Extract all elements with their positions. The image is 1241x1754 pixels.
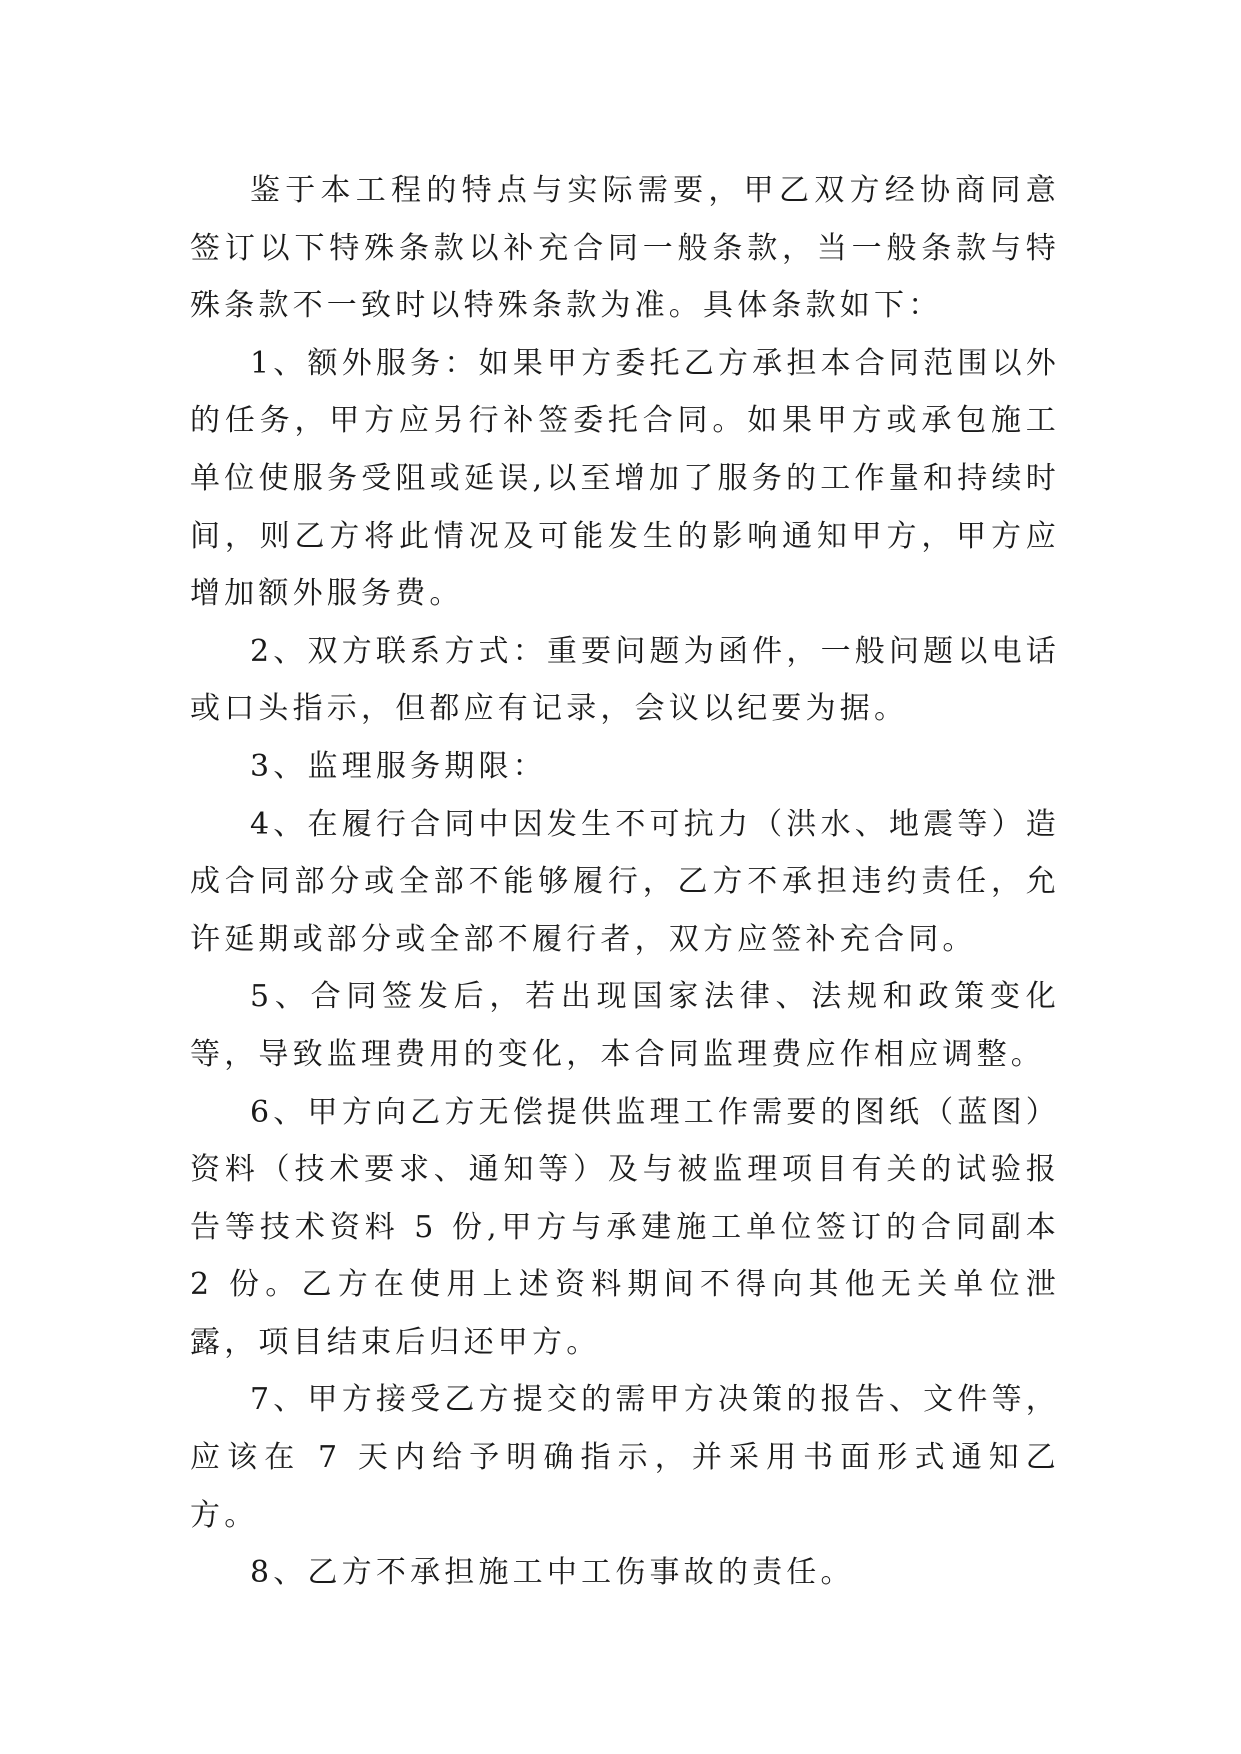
intro-paragraph: 鉴于本工程的特点与实际需要，甲乙双方经协商同意签订以下特殊条款以补充合同一般条款，当一般条款与特殊条款不一致时以特殊条款为准。具体条款如下： [190,173,1060,324]
clause-5-law-changes: 5、合同签发后，若出现国家法律、法规和政策变化等，导致监理费用的变化，本合同监理费应作相应调整。 [190,979,1060,1072]
clause-2-contact-methods: 2、双方联系方式：重要问题为函件，一般问题以电话或口头指示，但都应有记录，会议以纪要为据。 [190,633,1060,727]
clause-7-decisions: 7、甲方接受乙方提交的需甲方决策的报告、文件等，应该在 7 天内给予明确指示，并采用书面形式通知乙方。 [190,1382,1060,1533]
document-body [190,162,1060,1602]
clause-6-materials: 6、甲方向乙方无偿提供监理工作需要的图纸（蓝图）资料（技术要求、通知等）及与被监理项目有关的试验报告等技术资料 5 份,甲方与承建施工单位签订的合同副本 2 份。乙方在使用上述资料期间不得向其他无关单位泄露，项目结束后归还甲方。 [190,1094,1060,1360]
clause-8-liability: 8、乙方不承担施工中工伤事故的责任。 [250,1555,855,1591]
clause-3-service-period: 3、监理服务期限： [250,748,547,784]
clause-4-force-majeure: 4、在履行合同中因发生不可抗力（洪水、地震等）造成合同部分或全部不能够履行，乙方不承担违约责任，允许延期或部分或全部不履行者，双方应签补充合同。 [190,806,1060,957]
clause-1-extra-services: 1、额外服务：如果甲方委托乙方承担本合同范围以外的任务，甲方应另行补签委托合同。如果甲方或承包施工单位使服务受阻或延误,以至增加了服务的工作量和持续时间，则乙方将此情况及可能发生的影响通知甲方，甲方应增加额外服务费。 [190,345,1060,612]
